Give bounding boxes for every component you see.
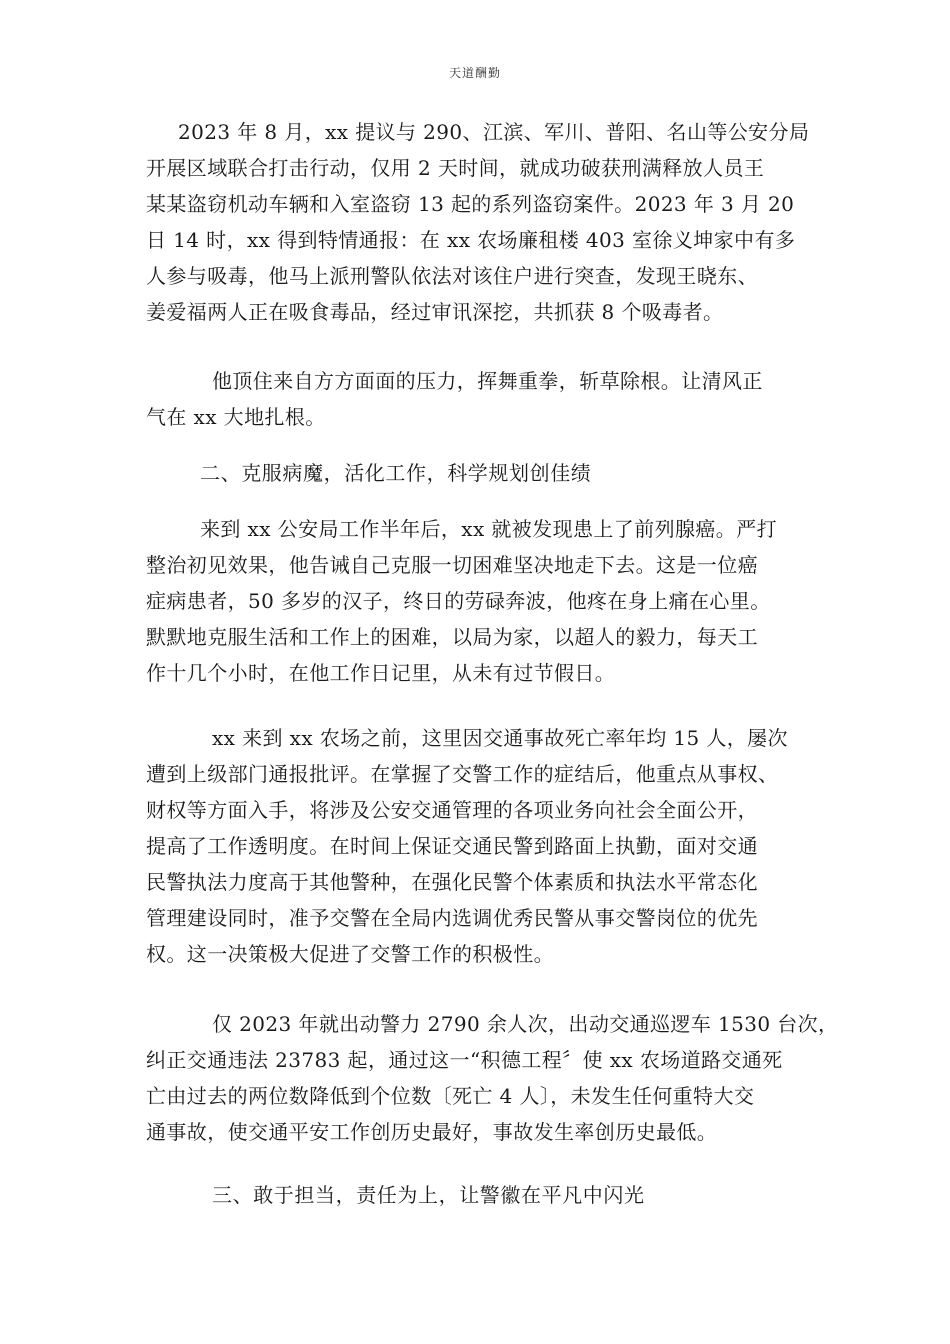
text-line: 仅 2023 年就出动警力 2790 余人次，出动交通巡逻车 1530 台次，: [212, 1012, 839, 1036]
text-line: 亡由过去的两位数降低到个位数〔死亡 4 人〕，未发生任何重特大交: [146, 1084, 755, 1108]
text-line: 日 14 时，xx 得到特情通报：在 xx 农场廉租楼 403 室徐义坤家中有多: [146, 228, 796, 252]
text-line: 默默地克服生活和工作上的困难，以局为家，以超人的毅力，每天工: [146, 625, 758, 649]
text-line: 来到 xx 公安局工作半年后，xx 就被发现患上了前列腺癌。严打: [200, 517, 777, 541]
text-line: xx 来到 xx 农场之前，这里因交通事故死亡率年均 15 人，屡次: [212, 726, 788, 750]
text-line: 遭到上级部门通报批评。在掌握了交警工作的症结后，他重点从事权、: [146, 762, 779, 786]
text-line: 通事故，使交通平安工作创历史最好，事故发生率创历史最低。: [146, 1120, 718, 1144]
text-line: 开展区域联合打击行动，仅用 2 天时间，就成功破获刑满释放人员王: [146, 156, 765, 180]
text-line: 气在 xx 大地扎根。: [146, 405, 326, 429]
text-line: 权。这一决策极大促进了交警工作的积极性。: [146, 942, 554, 966]
section-heading: 二、克服病魔，活化工作，科学规划创佳绩: [200, 461, 592, 485]
text-line: 症病患者，50 多岁的汉子，终日的劳碌奔波，他疼在身上痛在心里。: [146, 589, 771, 613]
text-line: 纠正交通违法 23783 起，通过这一“积德工程〞使 xx 农场道路交通死: [146, 1048, 783, 1072]
text-line: 管理建设同时，准予交警在全局内选调优秀民警从事交警岗位的优先: [146, 906, 758, 930]
text-line: 整治初见效果，他告诫自己克服一切困难坚决地走下去。这是一位癌: [146, 553, 758, 577]
text-line: 他顶住来自方方面面的压力，挥舞重拳，斩草除根。让清风正: [212, 369, 763, 393]
text-line: 姜爱福两人正在吸食毒品，经过审讯深挖，共抓获 8 个吸毒者。: [146, 300, 724, 324]
page-header: 天道酬勤: [448, 66, 501, 80]
text-line: 提高了工作透明度。在时间上保证交通民警到路面上执勤，面对交通: [146, 834, 758, 858]
text-line: 民警执法力度高于其他警种，在强化民警个体素质和执法水平常态化: [146, 870, 758, 894]
text-line: 某某盗窃机动车辆和入室盗窃 13 起的系列盗窃案件。2023 年 3 月 20: [146, 192, 795, 216]
text-line: 人参与吸毒，他马上派刑警队依法对该住户进行突查，发现王晓东、: [146, 264, 758, 288]
section-heading: 三、敢于担当，责任为上，让警徽在平凡中闪光: [212, 1183, 645, 1207]
text-line: 2023 年 8 月，xx 提议与 290、江滨、军川、普阳、名山等公安分局: [178, 120, 810, 144]
text-line: 财权等方面入手，将涉及公安交通管理的各项业务向社会全面公开，: [146, 798, 758, 822]
text-line: 作十几个小时，在他工作日记里，从未有过节假日。: [146, 661, 616, 685]
